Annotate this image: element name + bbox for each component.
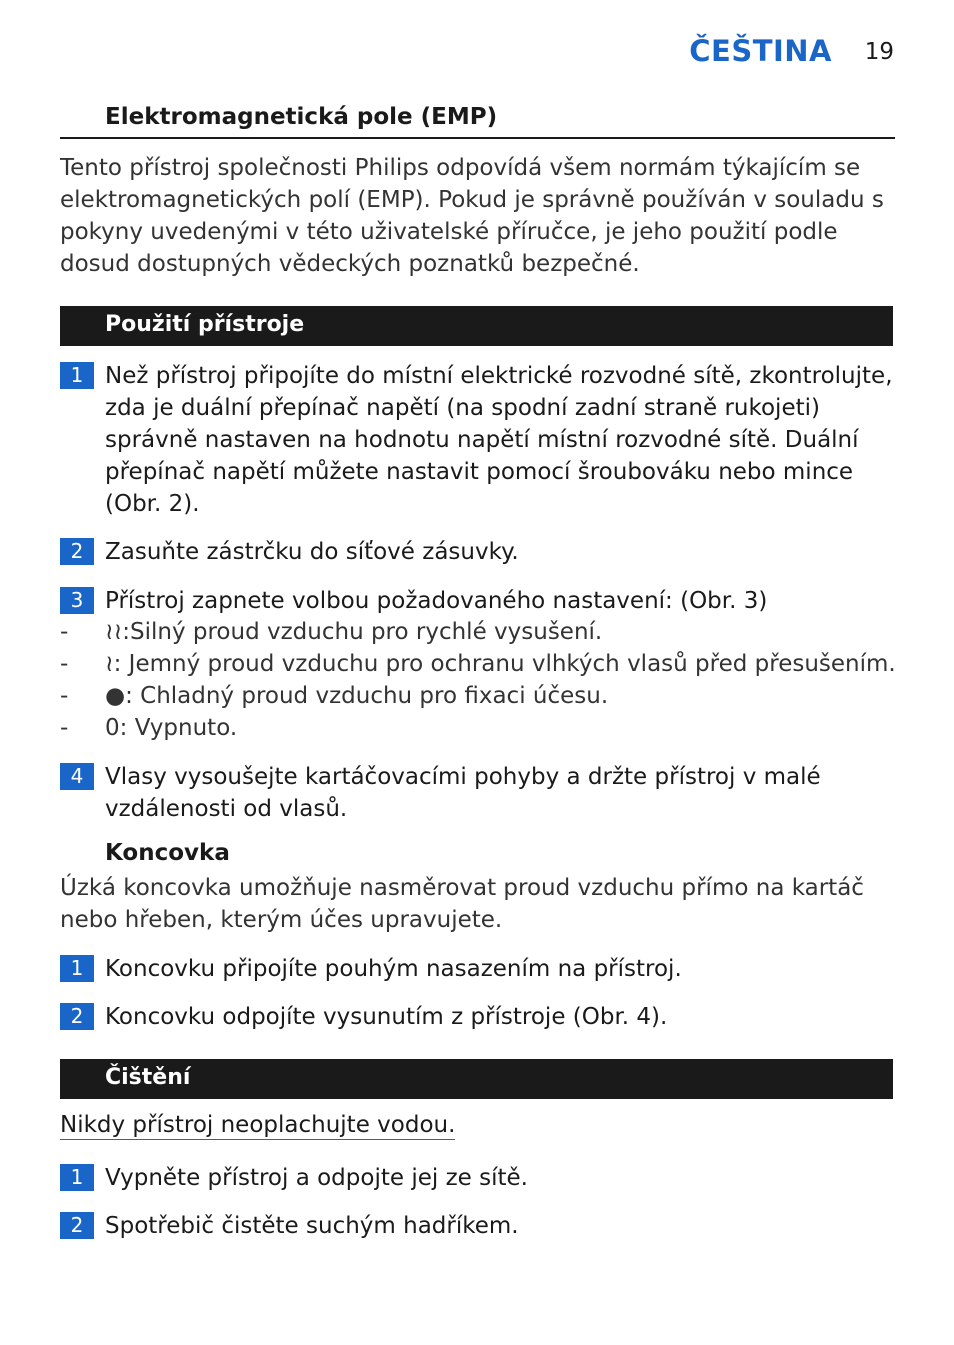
nozzle-paragraph: Úzká koncovka umožňuje nasměrovat proud vzduchu přímo na kartáč nebo hřeben, kterým účes upravujete.: [60, 875, 864, 933]
step-text: Zasuňte zástrčku do síťové zásuvky.: [105, 539, 519, 565]
cleaning-warning: Nikdy přístroj neoplachujte vodou.: [60, 1112, 456, 1138]
usage-section-bar: [60, 306, 893, 346]
list-dash: -: [60, 651, 69, 677]
step-number: 2: [60, 538, 94, 565]
nozzle-heading: Koncovka: [105, 840, 230, 866]
page-number: 19: [864, 39, 894, 65]
step-text: Koncovku připojíte pouhým nasazením na přístroj.: [105, 956, 682, 982]
setting-text: ●: Chladný proud vzduchu pro fixaci účesu.: [105, 683, 609, 709]
step-number: 2: [60, 1212, 94, 1239]
step-number: 1: [60, 362, 94, 389]
language-title: ČEŠTINA: [689, 34, 832, 68]
page-header: [0, 34, 954, 74]
list-dash: -: [60, 683, 69, 709]
step-number: 3: [60, 587, 94, 614]
step-number: 1: [60, 955, 94, 982]
usage-section-title: Použití přístroje: [105, 312, 305, 337]
list-dash: -: [60, 715, 69, 741]
emp-paragraph: Tento přístroj společnosti Philips odpovídá všem normám týkajícím se elektromagnetických polí (EMP). Pokud je správně používán v souladu s pokyny uvedenými v této uživatelské příručce, je jeho použití podle dosud dostupných vědeckých poznatků bezpečné.: [60, 155, 884, 277]
step-text: Vlasy vysoušejte kartáčovacími pohyby a držte přístroj v malé vzdálenosti od vlasů.: [105, 764, 821, 822]
step-number: 4: [60, 763, 94, 790]
step-number: 2: [60, 1003, 94, 1030]
step-text: Než přístroj připojíte do místní elektrické rozvodné sítě, zkontrolujte, zda je duální přepínač napětí (na spodní zadní straně rukojeti) správně nastaven na hodnotu napětí místní rozvodné sítě. Duální přepínač napětí můžete nastavit pomocí šroubováku nebo mince (Obr. 2).: [105, 363, 893, 517]
step-text: Přístroj zapnete volbou požadovaného nastavení: (Obr. 3): [105, 588, 768, 614]
list-dash: -: [60, 619, 69, 645]
step-text: Koncovku odpojíte vysunutím z přístroje (Obr. 4).: [105, 1004, 668, 1030]
cleaning-section-bar: [60, 1059, 893, 1099]
emp-heading: Elektromagnetická pole (EMP): [105, 104, 498, 130]
cleaning-section-title: Čištění: [105, 1065, 191, 1090]
emp-heading-rule: [60, 137, 895, 139]
setting-text: ≀≀:Silný proud vzduchu pro rychlé vysušení.: [105, 619, 603, 645]
step-text: Vypněte přístroj a odpojte jej ze sítě.: [105, 1165, 528, 1191]
step-text: Spotřebič čistěte suchým hadříkem.: [105, 1213, 519, 1239]
step-number: 1: [60, 1164, 94, 1191]
setting-text: ≀: Jemný proud vzduchu pro ochranu vlhkých vlasů před přesušením.: [105, 651, 896, 677]
setting-text: 0: Vypnuto.: [105, 715, 238, 741]
